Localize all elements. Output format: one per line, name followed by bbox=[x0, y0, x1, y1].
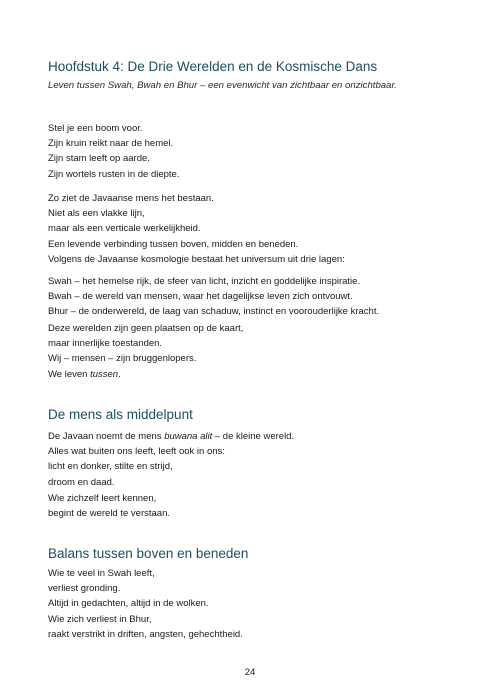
text-line: Niet als een vlakke lijn, bbox=[48, 208, 145, 220]
list-item-bhur: Bhur – de onderwereld, de laag van schaduw, instinct en voorouderlijke kracht. bbox=[48, 306, 380, 318]
paragraph-self-knowledge bbox=[48, 491, 468, 521]
text-line: We leven tussen. bbox=[48, 368, 121, 380]
text-line: Altijd in gedachten, altijd in de wolken. bbox=[48, 598, 209, 610]
text-line: Wij – mensen – zijn bruggenlopers. bbox=[48, 353, 197, 365]
text-line: Wie te veel in Swah leeft, bbox=[48, 568, 155, 579]
text-line: Zijn wortels rusten in de diepte. bbox=[48, 168, 180, 180]
page-number: 24 bbox=[244, 667, 256, 678]
list-item-bwah: Bwah – de wereld van mensen, waar het dagelijkse leven zich ontvouwt. bbox=[48, 291, 353, 303]
chapter-subtitle: Leven tussen Swah, Bwah en Bhur – een evenwicht van zichtbaar en onzichtbaar. bbox=[48, 80, 397, 91]
paragraph-tree bbox=[48, 121, 468, 182]
section-heading-balance: Balans tussen boven en beneden bbox=[48, 546, 249, 561]
text-line: Stel je een boom voor. bbox=[48, 123, 143, 134]
list-item-swah: Swah – het hemelse rijk, de sfeer van licht, inzicht en goddelijke inspiratie. bbox=[48, 276, 361, 287]
text-line: verliest gronding. bbox=[48, 583, 121, 595]
text-line: begint de wereld te verstaan. bbox=[48, 508, 170, 520]
text-line: Een levende verbinding tussen boven, midden en beneden. bbox=[48, 238, 299, 250]
list-three-worlds bbox=[48, 274, 468, 320]
text-line: maar innerlijke toestanden. bbox=[48, 338, 163, 350]
chapter-title: Hoofdstuk 4: De Drie Werelden en de Kosmische Dans bbox=[48, 59, 378, 74]
paragraph-worlds bbox=[48, 321, 468, 382]
text-line: Deze werelden zijn geen plaatsen op de kaart, bbox=[48, 323, 244, 334]
text-line: Volgens de Javaanse kosmologie bestaat het universum uit drie lagen: bbox=[48, 254, 345, 265]
paragraph-existence bbox=[48, 191, 468, 252]
section-heading-middle: De mens als middelpunt bbox=[48, 407, 193, 422]
text-line: Zijn kruin reikt naar de hemel. bbox=[48, 138, 174, 150]
text-line: Zo ziet de Javaanse mens het bestaan. bbox=[48, 193, 214, 204]
text-line: Alles wat buiten ons leeft, leeft ook in ons: bbox=[48, 446, 225, 458]
paragraph-balance bbox=[48, 566, 468, 642]
paragraph-cosmology-intro bbox=[48, 252, 468, 267]
text-line: Zijn stam leeft op aarde. bbox=[48, 153, 150, 165]
text-line: maar als een verticale werkelijkheid. bbox=[48, 223, 201, 235]
text-line: raakt verstrikt in driften, angsten, gehechtheid. bbox=[48, 628, 243, 640]
text-line: licht en donker, stilte en strijd, bbox=[48, 461, 173, 473]
text-line: Wie zichzelf leert kennen, bbox=[48, 493, 157, 504]
text-line: De Javaan noemt de mens buwana alit – de kleine wereld. bbox=[48, 431, 295, 442]
text-line: Wie zich verliest in Bhur, bbox=[48, 613, 152, 625]
paragraph-small-world bbox=[48, 429, 468, 490]
text-line: droom en daad. bbox=[48, 476, 115, 488]
